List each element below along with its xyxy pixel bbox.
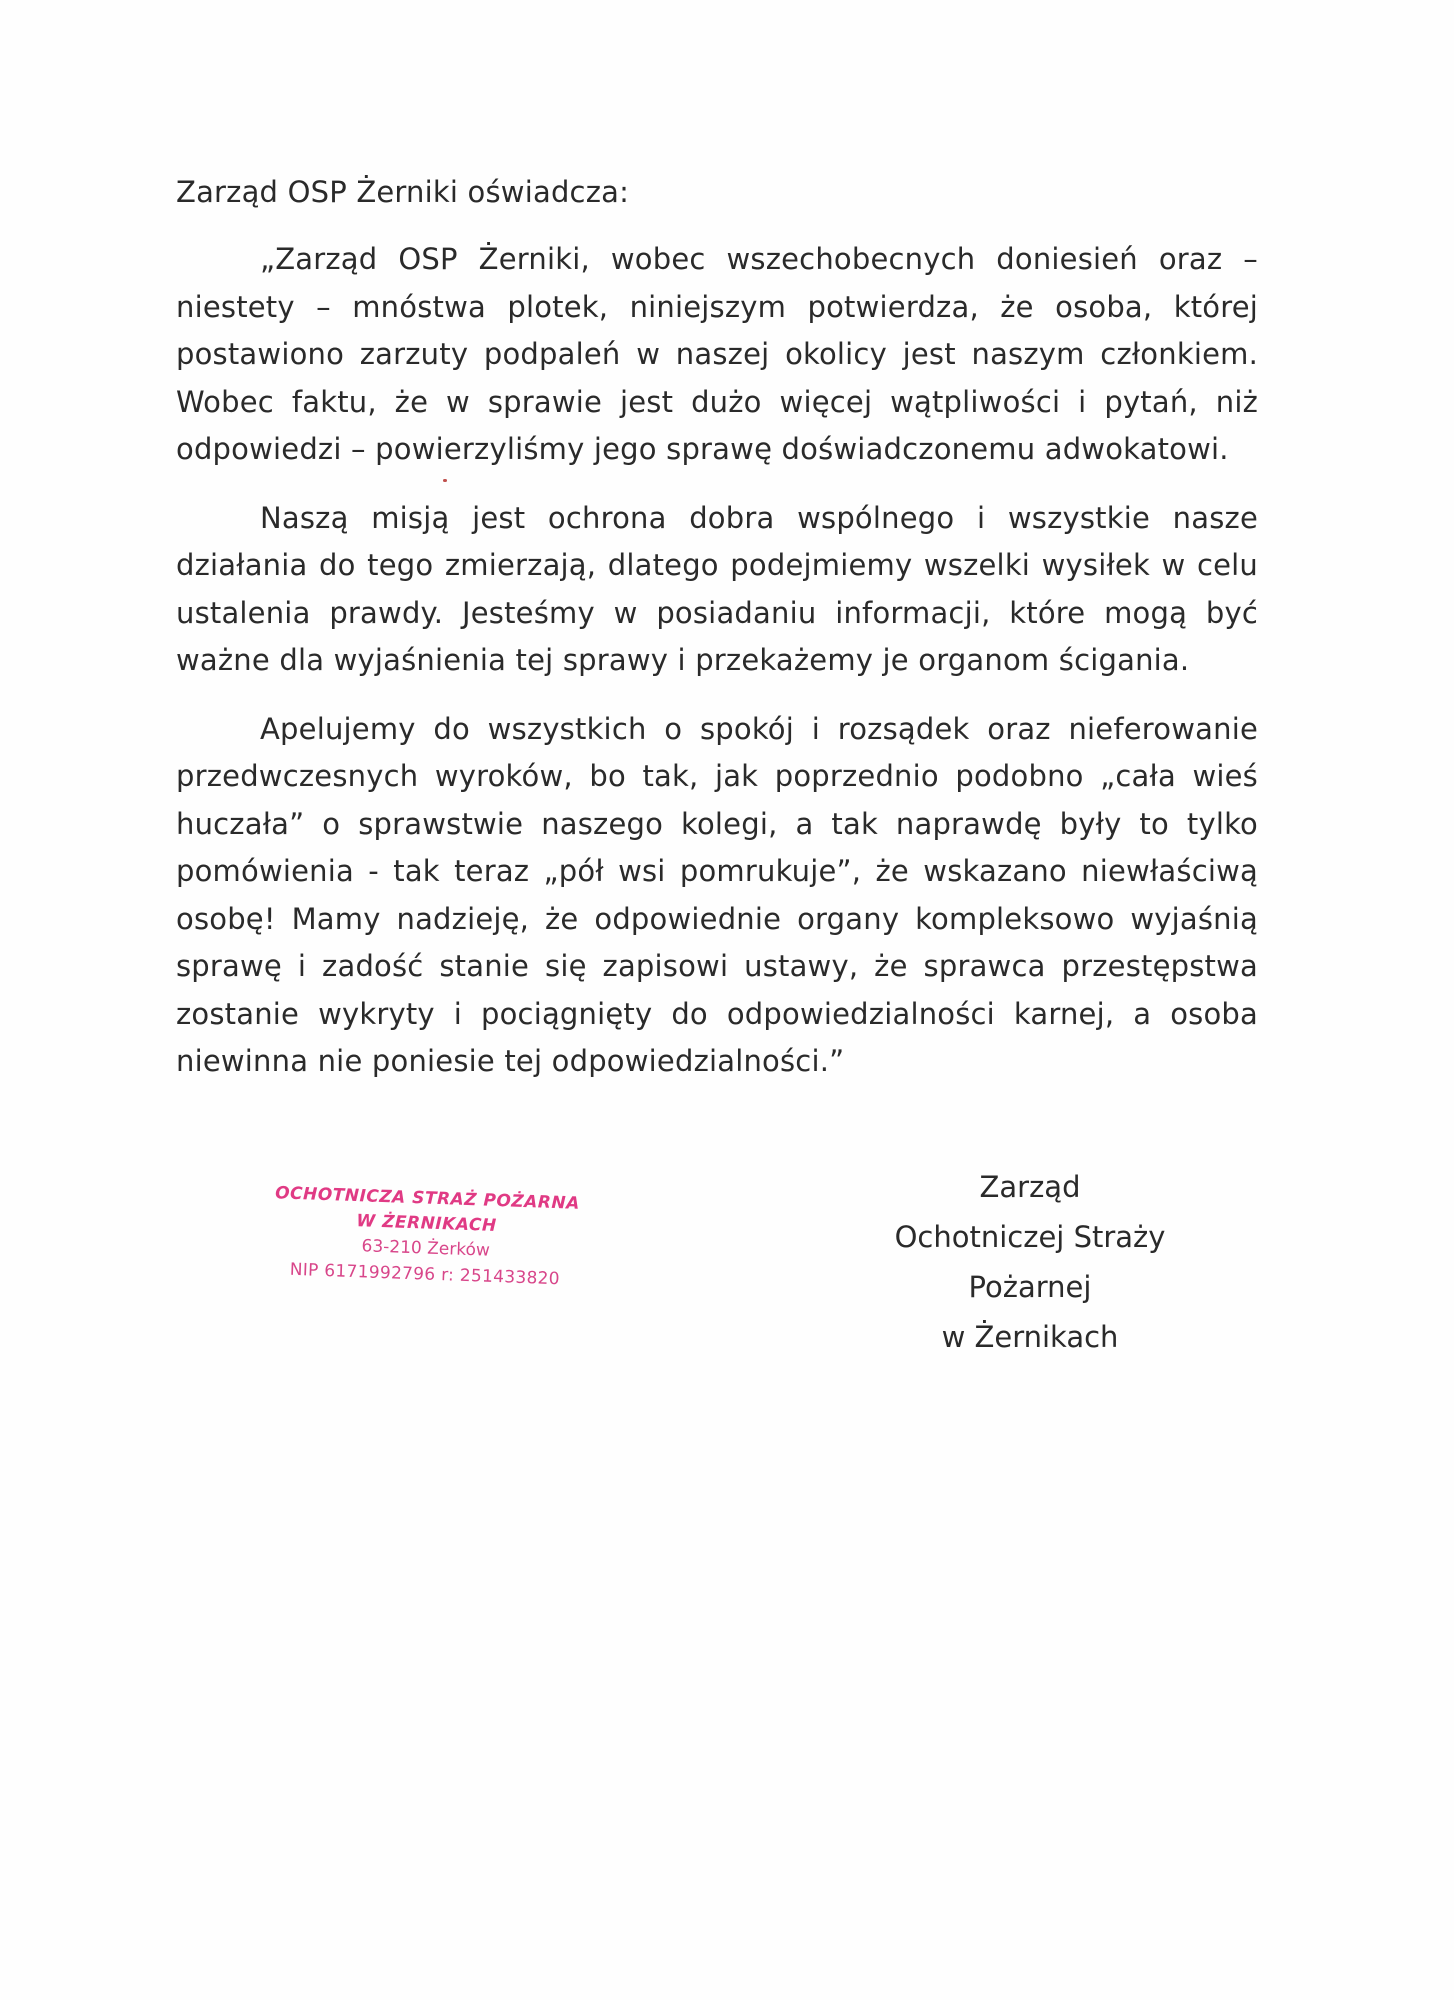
signature-line-board: Zarząd: [979, 1170, 1081, 1204]
statement-paragraph-3: Apelujemy do wszystkich o spokój i rozsądek oraz nieferowanie przedwczesnych wyroków, bo tak, jak poprzednio podobno „cała wieś huczała” o sprawstwie naszego kolegi, a tak naprawdę były to tylko pomówienia - tak teraz „pół wsi pomrukuje”, że wskazano niewłaściwą osobę! Mamy nadzieję, że odpowiednie organy kompleksowo wyjaśnią sprawę i zadość stanie się zapisowi ustawy, że sprawca przestępstwa zostanie wykryty i pociągnięty do odpowiedzialności karnej, a osoba niewinna nie poniesie tej odpowiedzialności.”: [176, 711, 1258, 1078]
signature-line-location: w Żernikach: [941, 1320, 1119, 1354]
statement-paragraph-1: „Zarząd OSP Żerniki, wobec wszechobecnych doniesień oraz – niestety – mnóstwa plotek, niniejszym potwierdza, że osoba, której postawiono zarzuty podpaleń w naszej okolicy jest naszym członkiem. Wobec faktu, że w sprawie jest dużo więcej wątpliwości i pytań, niż odpowiedzi – powierzyliśmy jego sprawę doświadczonemu adwokatowi.: [176, 242, 1258, 466]
statement-paragraph-2: Naszą misją jest ochrona dobra wspólnego i wszystkie nasze działania do tego zmierzają, dlatego podejmiemy wszelki wysiłek w celu ustalenia prawdy. Jesteśmy w posiadaniu informacji, które mogą być ważne dla wyjaśnienia tej sprawy i przekażemy je organom ścigania.: [176, 500, 1258, 677]
statement-body: [176, 236, 1258, 1107]
organization-stamp: [264, 1180, 587, 1293]
signature-block: [830, 1162, 1230, 1362]
ink-speck: [443, 479, 447, 482]
stamp-line-location: W ŻERNIKACH: [356, 1211, 498, 1237]
stamp-line-name: OCHOTNICZA STRAŻ POŻARNA: [274, 1183, 581, 1214]
stamp-line-address: 63-210 Żerków: [361, 1236, 491, 1261]
document-heading: Zarząd OSP Żerniki oświadcza:: [176, 175, 630, 209]
signature-line-organization: Ochotniczej Straży Pożarnej: [894, 1220, 1166, 1304]
stamp-line-ids: NIP 6171992796 r: 251433820: [289, 1259, 561, 1290]
